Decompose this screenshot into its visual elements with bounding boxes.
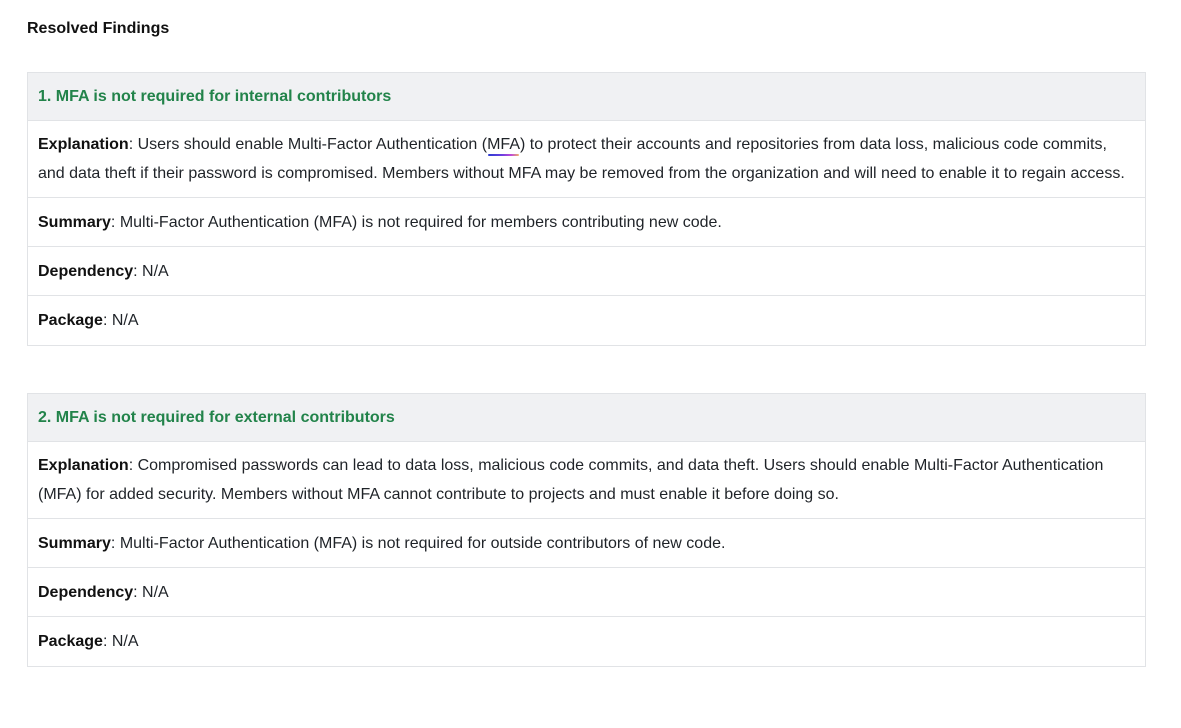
finding-header [28, 394, 1145, 442]
dependency-label: Dependency [38, 263, 134, 280]
finding-card-1 [27, 72, 1146, 346]
package-value: N/A [111, 633, 139, 650]
colon: : [110, 214, 120, 231]
package-value: N/A [111, 312, 139, 329]
finding-package-row [28, 296, 1145, 345]
colon: : [128, 136, 138, 153]
explanation-text-start: Users should enable Multi-Factor Authentication ( [137, 136, 488, 153]
summary-label: Summary [38, 535, 111, 552]
colon: : [102, 312, 112, 329]
summary-text: Multi-Factor Authentication (MFA) is not required for members contributing new code. [119, 214, 722, 231]
explanation-label: Explanation [38, 136, 129, 153]
dependency-value: N/A [142, 263, 169, 280]
finding-package-row [28, 617, 1145, 666]
colon: : [110, 535, 120, 552]
section-title: Resolved Findings [27, 20, 170, 37]
dependency-label: Dependency [38, 584, 134, 601]
colon: : [102, 633, 112, 650]
finding-card-2 [27, 393, 1146, 667]
explanation-label: Explanation [38, 457, 129, 474]
mfa-highlighted-term: MFA [487, 130, 520, 159]
explanation-text-end: ) to protect their accounts and repositories from data loss, malicious code commits, and data theft if their password is compromised. Members without MFA may be removed from the organization and will need to enable it to regain access. [38, 136, 1125, 182]
colon: : [128, 457, 138, 474]
explanation-text: Compromised passwords can lead to data loss, malicious code commits, and data theft. Users should enable Multi-Factor Authentication (MFA) for added security. Members without MFA cannot contribute to projects and must enable it before doing so. [38, 457, 1104, 503]
colon: : [133, 263, 143, 280]
package-label: Package [38, 633, 103, 650]
finding-explanation-row [28, 442, 1145, 519]
finding-summary-row [28, 519, 1145, 568]
finding-header [28, 73, 1145, 121]
finding-explanation-row [28, 121, 1145, 198]
summary-label: Summary [38, 214, 111, 231]
finding-title: 2. MFA is not required for external contributors [38, 408, 395, 426]
colon: : [133, 584, 143, 601]
finding-title: 1. MFA is not required for internal contributors [38, 87, 392, 105]
finding-summary-row [28, 198, 1145, 247]
package-label: Package [38, 312, 103, 329]
dependency-value: N/A [142, 584, 169, 601]
summary-text: Multi-Factor Authentication (MFA) is not required for outside contributors of new code. [119, 535, 726, 552]
finding-dependency-row [28, 568, 1145, 617]
finding-dependency-row [28, 247, 1145, 296]
